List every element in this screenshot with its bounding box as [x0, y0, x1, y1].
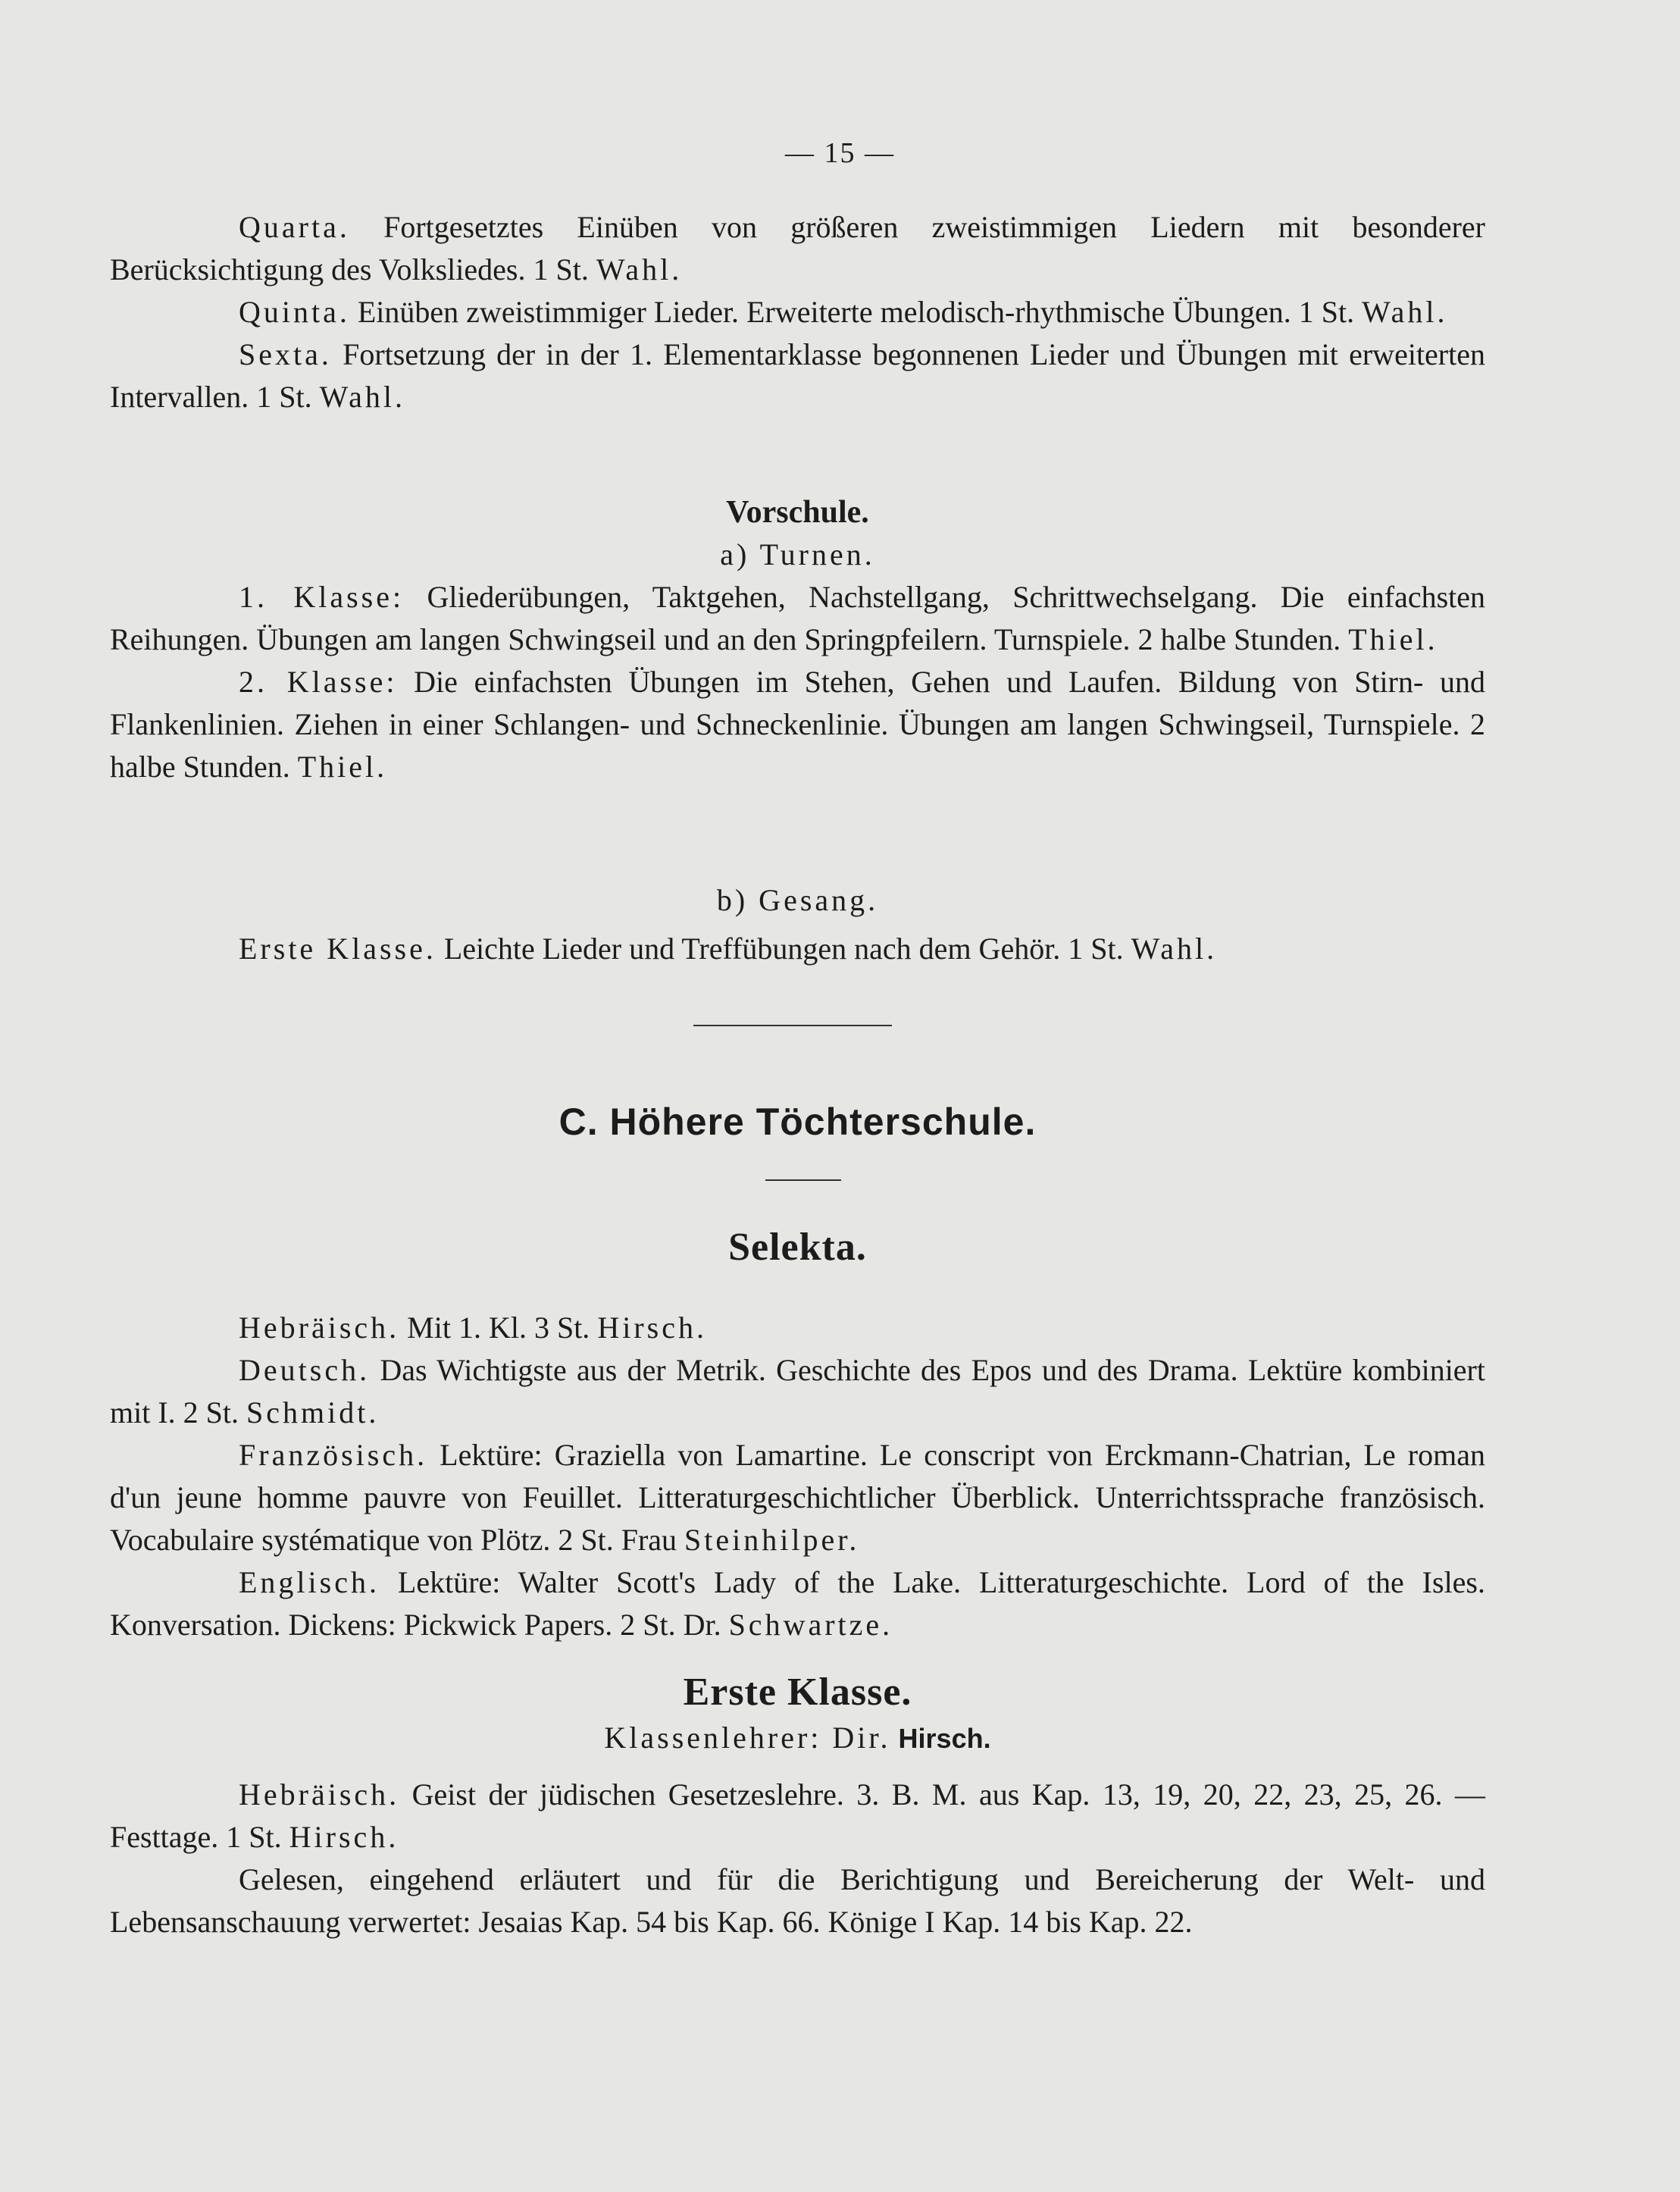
vorschule-section: [110, 491, 1485, 788]
paragraph-text: Geist der jüdischen Gesetzeslehre. 3. B. M. aus Kap. 13, 19, 20, 22, 23, 25, 26. — Festtage. 1 St.: [110, 1777, 1486, 1854]
paragraph-quinta: [110, 291, 1485, 333]
paragraph-text: Gliederübungen, Taktgehen, Nachstellgang, Schrittwechselgang. Die einfachsten Reihungen. Übungen am langen Schwingseil und an den Springpfeilern. Turnspiele. 2 halbe Stunden.: [110, 580, 1486, 656]
erste-klasse-heading: Erste Klasse.: [683, 1671, 912, 1714]
subject-label: Französisch.: [239, 1438, 428, 1472]
paragraph-erste-klasse-continuation: Gelesen, eingehend erläutert und für die Berichtigung und Bereicherung der Welt- und Lebensanschauung verwertet: Jesaias Kap. 54 bis Kap. 66. Könige I Kap. 14 bis Kap. 22.: [110, 1862, 1485, 1939]
heading-divider: [765, 1179, 841, 1181]
teacher-name: Wahl.: [319, 380, 406, 414]
gesang-section: [110, 879, 1485, 970]
class-label: Sexta.: [239, 337, 332, 371]
paragraph-selekta-deutsch: [110, 1349, 1485, 1434]
section-divider: [693, 1025, 892, 1026]
teacher-name: Hirsch.: [597, 1311, 707, 1345]
paragraph-sexta: [110, 333, 1485, 418]
class-label: 1. Klasse:: [239, 580, 405, 614]
paragraph-selekta-franzoesisch: [110, 1434, 1485, 1561]
selekta-section: [110, 1226, 1485, 1646]
subject-label: Deutsch.: [239, 1353, 371, 1387]
class-label: Quarta.: [239, 210, 350, 244]
paragraph-text: Fortsetzung der in der 1. Elementarklasse begonnenen Lieder und Übungen mit erweiterten Intervallen. 1 St.: [110, 337, 1485, 414]
paragraph-quarta: [110, 206, 1485, 291]
page-number: — 15 —: [785, 137, 895, 169]
paragraph-text: Mit 1. Kl. 3 St.: [407, 1311, 590, 1345]
teacher-name: Wahl.: [596, 252, 683, 287]
class-teacher-line: [110, 1717, 1485, 1760]
teacher-name: Wahl.: [1131, 932, 1218, 966]
class-label: 2. Klasse:: [239, 665, 398, 699]
erste-klasse-section: [110, 1671, 1485, 1943]
subject-label: Englisch.: [239, 1565, 380, 1599]
vorschule-heading: Vorschule.: [726, 495, 869, 530]
paragraph-turnen-klasse-2: [110, 661, 1485, 788]
subject-label: Hebräisch.: [239, 1777, 400, 1812]
teacher-name: Thiel.: [297, 750, 388, 784]
teacher-name: Schwartze.: [728, 1608, 893, 1642]
turnen-heading: a) Turnen.: [720, 537, 875, 571]
paragraph-selekta-englisch: [110, 1561, 1485, 1646]
teacher-name: Wahl.: [1362, 295, 1448, 329]
class-teacher-label: Klassenlehrer: Dir.: [604, 1721, 891, 1755]
teacher-name: Hirsch.: [289, 1820, 399, 1854]
class-label: Erste Klasse.: [239, 932, 436, 966]
paragraph-text: Leichte Lieder und Treffübungen nach dem Gehör. 1 St.: [443, 932, 1124, 966]
paragraph-text: Die einfachsten Übungen im Stehen, Gehen und Laufen. Bildung von Stirn- und Flankenlinien. Ziehen in einer Schlangen- und Schneckenlinie. Übungen am langen Schwingseil, Turnspiele. 2 halbe Stunden.: [110, 665, 1485, 784]
teacher-name: Schmidt.: [246, 1395, 380, 1429]
class-label: Quinta.: [239, 295, 350, 329]
paragraph-text: Einüben zweistimmiger Lieder. Erweiterte melodisch-rhythmische Übungen. 1 St.: [357, 295, 1355, 329]
gymnasium-music-block: [110, 206, 1485, 418]
selekta-heading: Selekta.: [728, 1226, 867, 1269]
paragraph-gesang-erste-klasse: [110, 928, 1485, 970]
teacher-name: Thiel.: [1348, 622, 1438, 656]
class-teacher-name: Hirsch.: [898, 1723, 991, 1754]
paragraph-text: Lektüre: Walter Scott's Lady of the Lake. Litteraturgeschichte. Lord of the Isles. Konversation. Dickens: Pickwick Papers. 2 St. Dr.: [110, 1565, 1486, 1642]
paragraph-text: Das Wichtigste aus der Metrik. Geschichte des Epos und des Drama. Lektüre kombiniert mit I. 2 St.: [110, 1353, 1485, 1429]
paragraph-selekta-hebraeisch: [110, 1307, 1485, 1349]
subject-label: Hebräisch.: [239, 1311, 400, 1345]
section-c-heading: C. Höhere Töchterschule.: [558, 1101, 1037, 1143]
paragraph-text: Lektüre: Graziella von Lamartine. Le conscript von Erckmann-Chatrian, Le roman d'un jeune homme pauvre von Feuillet. Litteraturgeschichtlicher Überblick. Unterrichtssprache französisch. Vocabulaire systématique von Plötz. 2 St. Frau: [110, 1438, 1485, 1557]
teacher-name: Steinhilper.: [684, 1523, 860, 1557]
gesang-heading: b) Gesang.: [716, 883, 879, 917]
section-c: [110, 1101, 1485, 1143]
paragraph-text: Fortgesetztes Einüben von größeren zweistimmigen Liedern mit besonderer Berücksichtigung des Volksliedes. 1 St.: [110, 210, 1485, 287]
paragraph-turnen-klasse-1: [110, 576, 1485, 661]
paragraph-erste-klasse-hebraeisch: [110, 1774, 1485, 1859]
